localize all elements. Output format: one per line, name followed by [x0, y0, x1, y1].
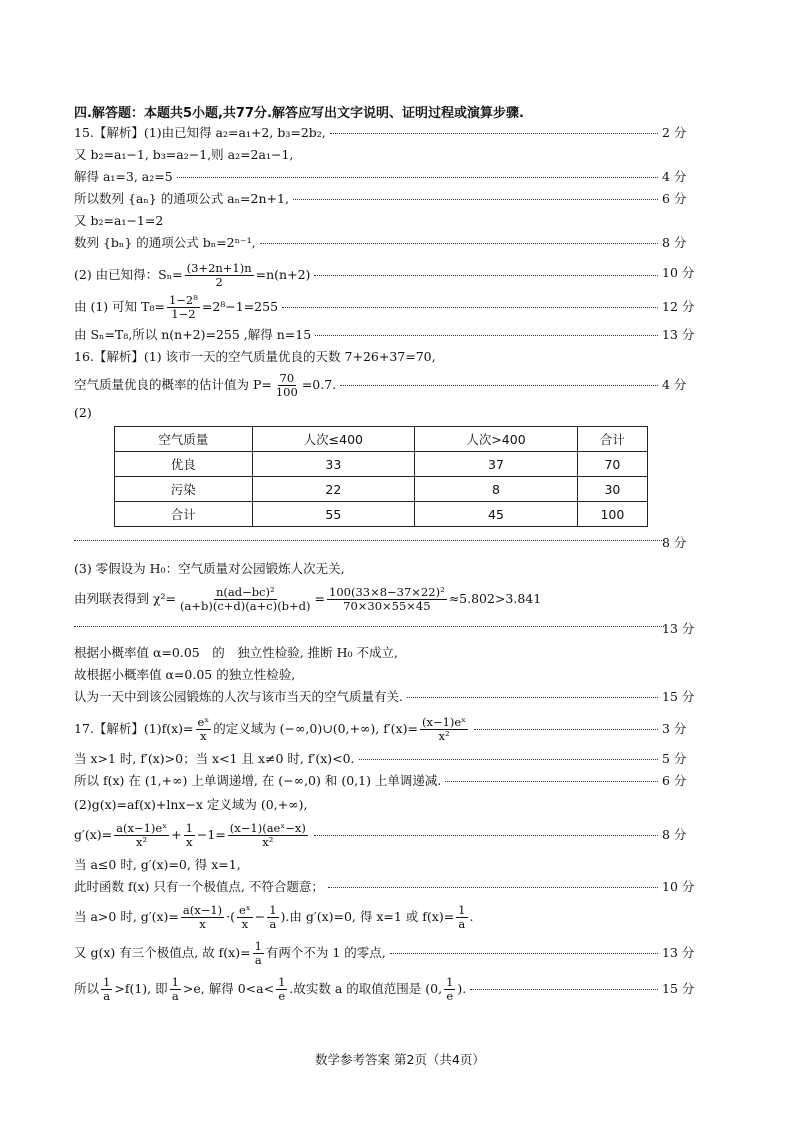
table-header-row	[115, 427, 648, 452]
q15-line-8: 由 (1) 可知 T₈= $\frac{\text{1−2⁸}}{1-2}$ =2⁸−1=255	[74, 294, 662, 321]
table-header: 空气质量	[115, 427, 253, 452]
q17-line-1: 17.【解析】(1)f(x)= $\frac{\text{eˣ}}{x}$ 的定义域为 (−∞,0)∪(0,+∞), f′(x)= $\frac{\text{(x−1)eˣ}}{\text{x²}}$	[74, 716, 662, 743]
table-header: 人次>400	[415, 427, 578, 452]
q17-line-4: (2)g(x)=af(x)+lnx−x 定义域为 (0,+∞),	[74, 797, 308, 812]
q16-line-2: 空气质量优良的概率的估计值为 P= $\frac{70}{100}$ =0.7.	[74, 372, 662, 399]
dot-leader	[74, 626, 664, 627]
contingency-table	[114, 426, 648, 527]
q15-line-1: 15.【解析】(1)由已知得 a₂=a₁+2, b₃=2b₂,	[74, 124, 662, 142]
q15-line-6: 数列 {bₙ} 的通项公式 bₙ=2ⁿ⁻¹,	[74, 234, 662, 252]
score: 13 分	[662, 621, 695, 636]
table-cell: 45	[415, 502, 578, 527]
q16-line-7: 认为一天中到该公园锻炼的人次与该市当天的空气质量有关.	[74, 688, 662, 706]
score: 13 分	[662, 945, 695, 960]
q16-line-4: 由列联表得到 χ²= $\frac{\text{n(ad−bc)²}}{(a+b)(c+d)(a+c)(b+d)}$ = $\frac{\text{100(33×8−37×22)²}}{70\times 30\times 55\times 45}$ ≈5.802>3.841	[74, 585, 542, 613]
q16-line-6: 故根据小概率值 α=0.05 的独立性检验,	[74, 667, 296, 682]
table-header: 人次≤400	[252, 427, 415, 452]
score: 13 分	[662, 327, 695, 342]
table-cell: 37	[415, 452, 578, 477]
q15-line-9: 由 Sₙ=T₈,所以 n(n+2)=255 ,解得 n=15	[74, 326, 662, 344]
score: 4 分	[662, 169, 687, 184]
q15-line-5: 又 b₂=a₁−1=2	[74, 213, 164, 228]
table-cell: 33	[252, 452, 415, 477]
dot-leader	[74, 540, 664, 541]
table-row	[115, 502, 648, 527]
section-heading: 四.解答题：本题共5小题,共77分.解答应写出文字说明、证明过程或演算步骤.	[74, 106, 524, 121]
q17-line-7: 此时函数 f(x) 只有一个极值点, 不符合题意；	[74, 878, 662, 896]
q17-line-3: 所以 f(x) 在 (1,+∞) 上单调递增, 在 (−∞,0) 和 (0,1) 上单调递减.	[74, 772, 662, 790]
q16-line-5: 根据小概率值 α=0.05 的 独立性检验, 推断 H₀ 不成立,	[74, 645, 398, 660]
score: 8 分	[662, 827, 687, 842]
table-cell: 70	[577, 452, 647, 477]
table-cell: 55	[252, 502, 415, 527]
q17-line-6: 当 a≤0 时, g′(x)=0, 得 x=1,	[74, 857, 241, 872]
table-cell: 优良	[115, 452, 253, 477]
q17-line-2: 当 x>1 时, f′(x)>0；当 x<1 且 x≠0 时, f′(x)<0.	[74, 750, 662, 768]
q17-line-8: 当 a>0 时, g′(x)= $\frac{a(x-1)}{x}$ ·( $\frac{\text{eˣ}}{x}$ − $\frac{1}{a}$ ).由 g′(x)=0, 得 x=1 或 f(x)= $\frac{1}{a}$ .	[74, 903, 474, 931]
score: 4 分	[662, 377, 687, 392]
score: 12 分	[662, 299, 695, 314]
score: 6 分	[662, 191, 687, 206]
q16-line-3: (3) 零假设为 H₀：空气质量对公园锻炼人次无关,	[74, 561, 345, 576]
score: 10 分	[662, 879, 695, 894]
score: 8 分	[662, 235, 687, 250]
table-cell: 污染	[115, 477, 253, 502]
table-row	[115, 477, 648, 502]
score: 3 分	[662, 721, 687, 736]
q17-line-5: g′(x)= $\frac{\text{a(x−1)eˣ}}{\text{x²}}$ + $\frac{1}{x}$ −1= $\frac{\text{(x−1)(aeˣ−x)}}{\text{x²}}$	[74, 822, 662, 849]
score: 6 分	[662, 773, 687, 788]
page-footer: 数学参考答案 第2页（共4页）	[315, 1052, 485, 1067]
q15-line-2: 又 b₂=a₁−1, b₃=a₂−1,则 a₂=2a₁−1,	[74, 147, 294, 162]
q16-part2: (2)	[74, 405, 92, 420]
score: 2 分	[662, 125, 687, 140]
q15-line-3: 解得 a₁=3, a₂=5	[74, 168, 662, 186]
table-cell: 100	[577, 502, 647, 527]
score: 5 分	[662, 751, 687, 766]
score: 8 分	[662, 535, 687, 550]
q16-line-1: 16.【解析】(1) 该市一天的空气质量优良的天数 7+26+37=70,	[74, 349, 436, 364]
table-cell: 30	[577, 477, 647, 502]
table-header: 合计	[577, 427, 647, 452]
table-row	[115, 452, 648, 477]
q15-line-7: (2) 由已知得：Sₙ= $\frac{(3+2n+1)n}{2}$ =n(n+2)	[74, 262, 662, 289]
table-cell: 22	[252, 477, 415, 502]
score: 15 分	[662, 689, 695, 704]
q17-line-10: 所以 $\frac{1}{a}$ >f(1), 即 $\frac{1}{a}$ >e, 解得 0<a< $\frac{1}{e}$ .故实数 a 的取值范围是 (0, $\frac{1}{e}$ ).	[74, 976, 662, 1003]
table-cell: 合计	[115, 502, 253, 527]
score: 15 分	[662, 981, 695, 996]
q15-line-4: 所以数列 {aₙ} 的通项公式 aₙ=2n+1,	[74, 190, 662, 208]
table-cell: 8	[415, 477, 578, 502]
score: 10 分	[662, 265, 695, 280]
q17-line-9: 又 g(x) 有三个极值点, 故 f(x)= $\frac{1}{a}$ 有两个不为 1 的零点,	[74, 940, 662, 967]
